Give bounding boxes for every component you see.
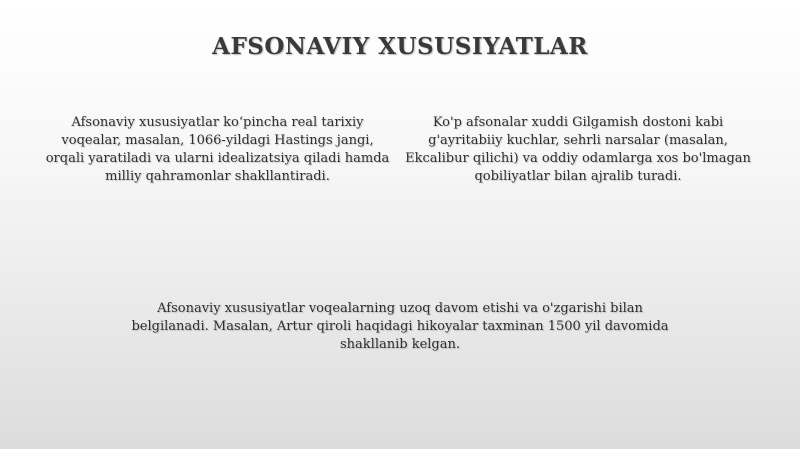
paragraph-left: Afsonaviy xususiyatlar koʻpincha real tarixiy voqealar, masalan, 1066-yildagi Hastings jangi, orqali yaratiladi va ularni idealizatsiya qiladi hamda milliy qahramonlar shakllantiradi. xyxy=(45,115,390,184)
paragraph-right: Ko'p afsonalar xuddi Gilgamish dostoni kabi g'ayritabiiy kuchlar, sehrli narsalar (masalan, Ekcalibur qilichi) va oddiy odamlarga xos bo'lmagan qobiliyatlar bilan ajralib turadi. xyxy=(405,115,751,184)
paragraph-bottom: Afsonaviy xususiyatlar voqealarning uzoq davom etishi va o'zgarishi bilan belgilanadi. Masalan, Artur qiroli haqidagi hikoyalar taxminan 1500 yil davomida shakllanib kelgan. xyxy=(131,301,669,352)
slide-title: AFSONAVIY XUSUSIYATLAR xyxy=(212,33,588,60)
